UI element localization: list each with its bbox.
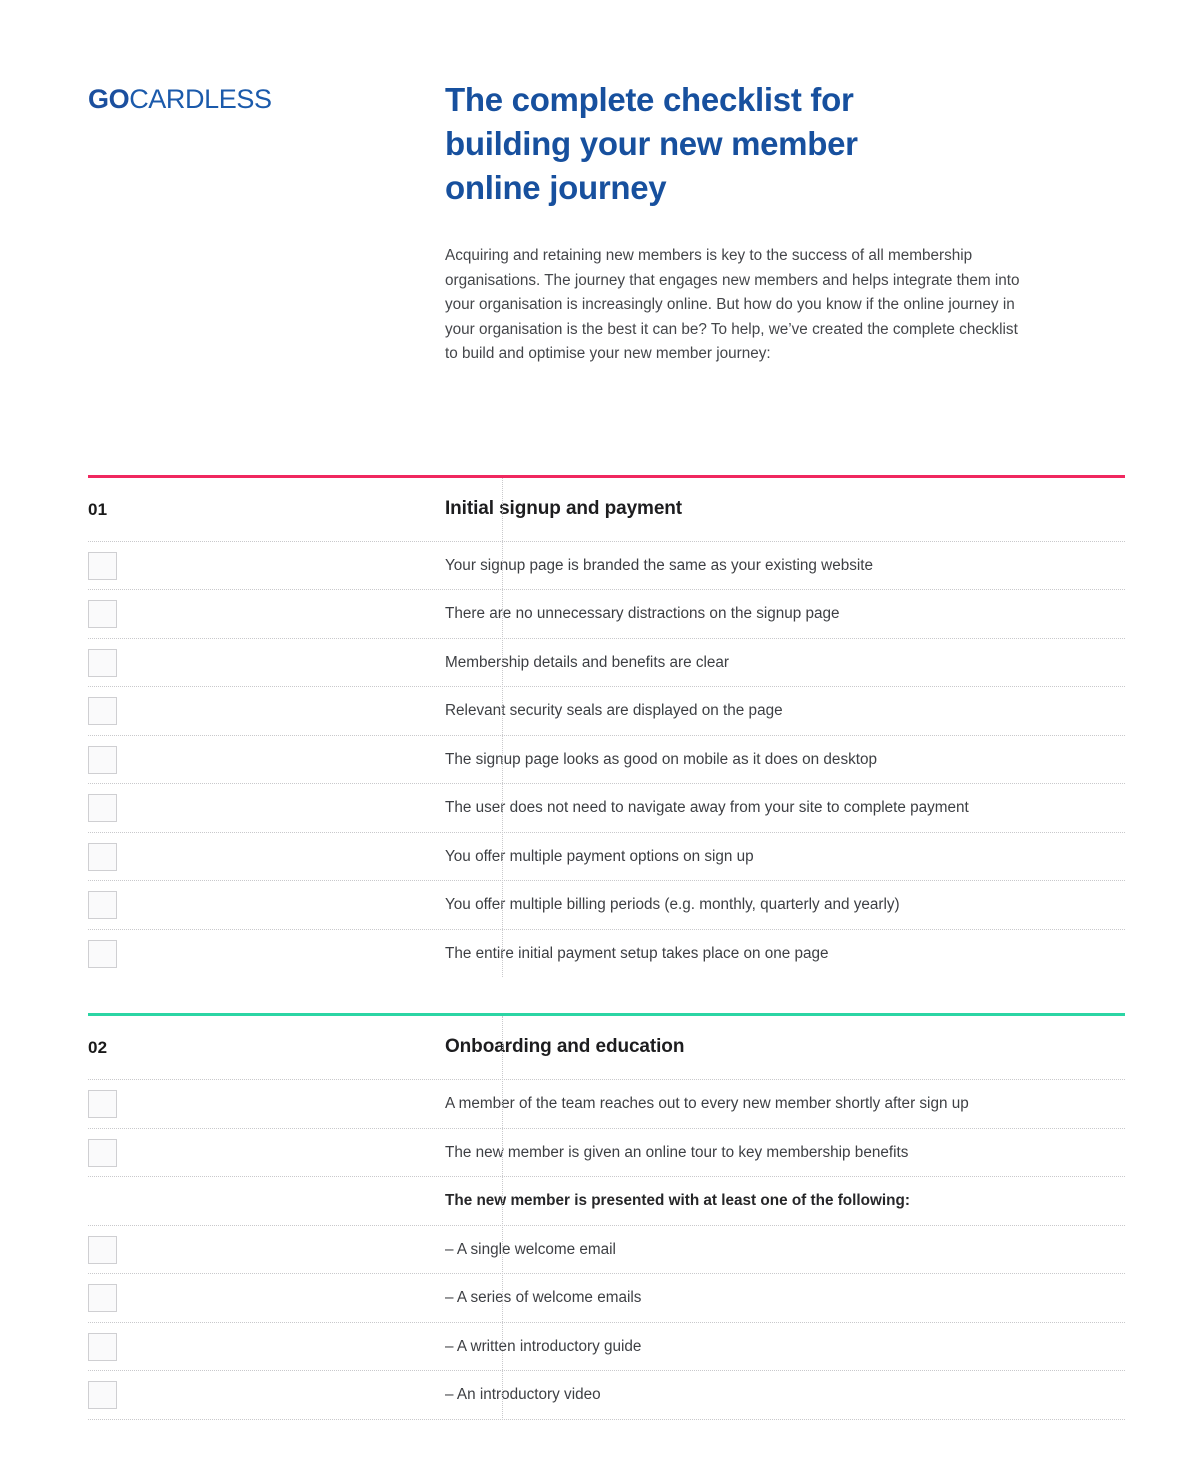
section-rows [88,541,1125,978]
checklist-row[interactable] [88,638,1125,687]
checklist-row[interactable] [88,686,1125,735]
checkbox-column [88,649,414,677]
checkbox-column [88,552,414,580]
checkbox-column [88,1333,414,1361]
checklist-row[interactable] [88,1273,1125,1322]
section-rows [88,1079,1125,1420]
section-header [88,1016,1125,1079]
checklist-group-label: The new member is presented with at least one of the following: [445,1192,910,1210]
checklist-item-label: There are no unnecessary distractions on the signup page [445,605,840,623]
checklist-item-label: – An introductory video [445,1386,601,1404]
checklist-item-label: – A written introductory guide [445,1337,642,1355]
checkbox-column [88,1284,414,1312]
checklist-section [88,1013,1125,1420]
checkbox-input[interactable] [88,552,117,580]
checkbox-column [88,746,414,774]
checklist-row[interactable] [88,929,1125,978]
section-number: 01 [88,499,108,519]
checklist-item-label: A member of the team reaches out to every new member shortly after sign up [445,1095,969,1113]
checkbox-input[interactable] [88,843,117,871]
checkbox-input[interactable] [88,600,117,628]
sections-container [88,475,1125,1420]
checklist-item-label: – A single welcome email [445,1240,616,1258]
checklist-row[interactable] [88,1322,1125,1371]
logo-light-text: CARDLESS [129,84,272,114]
checklist-row[interactable] [88,1225,1125,1274]
gocardless-logo [88,86,445,113]
checkbox-input[interactable] [88,746,117,774]
checklist-row[interactable] [88,783,1125,832]
intro-column [445,78,1045,367]
checkbox-input[interactable] [88,1236,117,1264]
column-divider [502,478,503,978]
checklist-row[interactable] [88,589,1125,638]
checklist-item-label: You offer multiple payment options on sign up [445,847,754,865]
page-title: The complete checklist for building your new member online journey [445,81,858,206]
checkbox-input[interactable] [88,891,117,919]
checkbox-column [88,1139,414,1167]
checklist-item-label: Your signup page is branded the same as your existing website [445,556,874,574]
logo-column [88,78,445,113]
checklist-row[interactable] [88,832,1125,881]
section-title: Onboarding and education [445,1036,685,1058]
checkbox-column [88,1090,414,1118]
checklist-item-label: Relevant security seals are displayed on the page [445,702,783,720]
checkbox-column [88,843,414,871]
section-number: 02 [88,1038,108,1058]
page-header [0,0,1200,367]
checkbox-input[interactable] [88,1284,117,1312]
checklist-item-label: Membership details and benefits are clear [445,653,729,671]
checklist-item-label: The user does not need to navigate away from your site to complete payment [445,799,969,817]
checkbox-input[interactable] [88,1090,117,1118]
checkbox-column [88,794,414,822]
checklist-row[interactable] [88,1079,1125,1128]
column-divider [502,1016,503,1420]
checkbox-input[interactable] [88,1381,117,1409]
checklist-row[interactable] [88,735,1125,784]
checkbox-input[interactable] [88,1139,117,1167]
checklist-item-label: – A series of welcome emails [445,1289,642,1307]
checklist-section [88,475,1125,978]
checklist-body [0,475,1200,1420]
checkbox-input[interactable] [88,1333,117,1361]
intro-paragraph: Acquiring and retaining new members is key to the success of all membership organisations. The journey that engages new members and helps integrate them into your organisation is increasingly online. But how do you know if the online journey in your organisation is the best it can be? To help, we’ve created the complete checklist to build and optimise your new member journey: [445,247,1020,363]
checkbox-column [88,697,414,725]
section-end-rule [88,1419,1125,1420]
checkbox-column [88,1381,414,1409]
checklist-row[interactable] [88,880,1125,929]
checklist-item-label: The new member is given an online tour to key membership benefits [445,1143,909,1161]
checklist-item-label: The signup page looks as good on mobile as it does on desktop [445,750,878,768]
checklist-item-label: You offer multiple billing periods (e.g. monthly, quarterly and yearly) [445,896,900,914]
checkbox-input[interactable] [88,649,117,677]
checklist-item-label: The entire initial payment setup takes place on one page [445,944,829,962]
checklist-row[interactable] [88,541,1125,590]
checkbox-column [88,891,414,919]
section-header [88,478,1125,541]
checkbox-column [88,600,414,628]
checkbox-input[interactable] [88,940,117,968]
checkbox-input[interactable] [88,794,117,822]
checklist-row[interactable] [88,1370,1125,1419]
logo-bold-text: GO [88,84,130,114]
checklist-row[interactable] [88,1128,1125,1177]
checkbox-column [88,940,414,968]
checkbox-column [88,1236,414,1264]
section-title: Initial signup and payment [445,497,683,519]
checklist-row[interactable] [88,1176,1125,1225]
checkbox-input[interactable] [88,697,117,725]
